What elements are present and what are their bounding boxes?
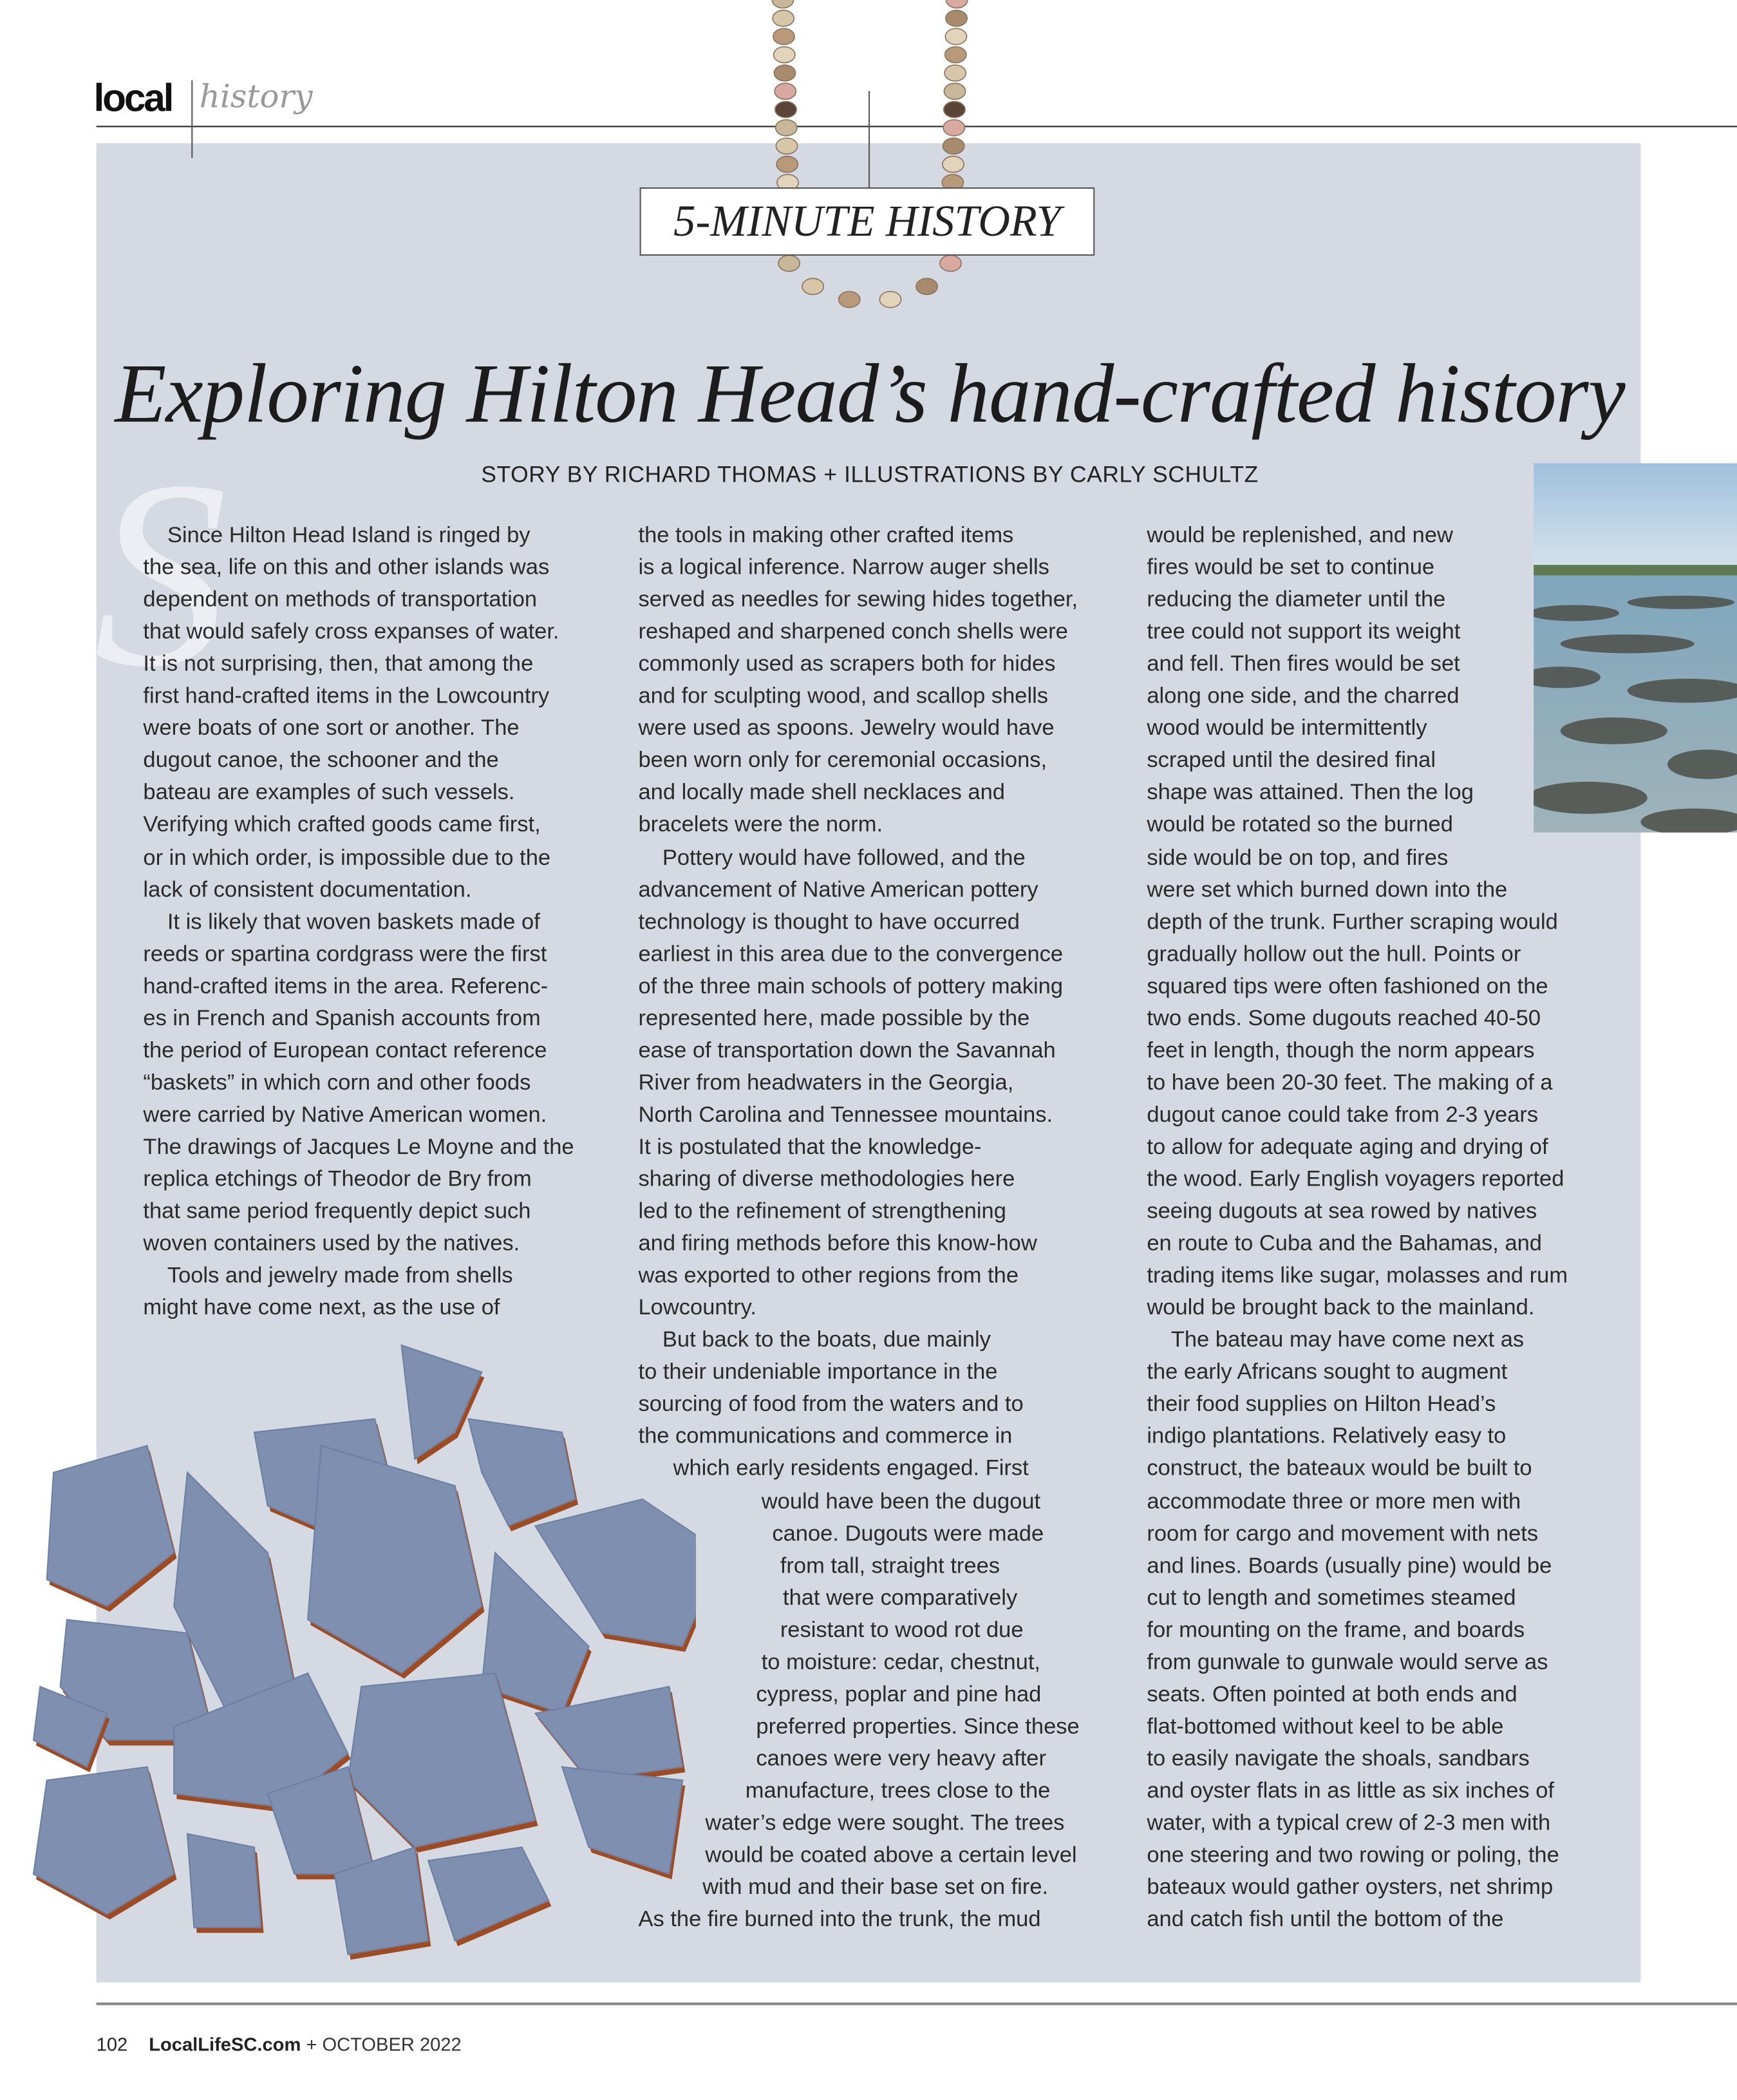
article-text-line: the communications and commerce in: [638, 1423, 1013, 1449]
article-text-line: first hand-crafted items in the Lowcountry: [143, 683, 550, 709]
shell-bead: [772, 0, 793, 8]
footer-site: LocalLifeSC.com: [149, 2033, 301, 2055]
shell-bead: [916, 278, 937, 294]
article-text-line: earliest in this area due to the convergence: [638, 940, 1064, 967]
article-text-line: with mud and their base set on fire.: [702, 1874, 1049, 1900]
article-text-line: would be brought back to the mainland.: [1147, 1294, 1535, 1320]
shell-bead: [773, 10, 794, 26]
article-text-line: The drawings of Jacques Le Moyne and the: [143, 1133, 574, 1159]
article-text-line: was exported to other regions from the: [638, 1262, 1019, 1288]
article-text-line: reeds or spartina cordgrass were the first: [143, 940, 547, 967]
article-text-line: dugout canoe, the schooner and the: [143, 747, 499, 773]
article-text-line: would be coated above a certain level: [705, 1842, 1077, 1868]
article-text-line: that were comparatively: [782, 1584, 1018, 1610]
article-text-line: water’s edge were sought. The trees: [705, 1810, 1065, 1835]
shell-bead: [945, 28, 966, 44]
article-text-line: commonly used as scrapers both for hides: [638, 650, 1056, 677]
article-text-line: is a logical inference. Narrow auger shells: [638, 554, 1049, 580]
article-text-line: es in French and Spanish accounts from: [143, 1005, 541, 1031]
article-text-line: seeing dugouts at sea rowed by natives: [1147, 1198, 1537, 1224]
article-text-line: served as needles for sewing hides together,: [638, 586, 1078, 612]
article-text-line: water, with a typical crew of 2-3 men with: [1147, 1810, 1551, 1835]
article-text-line: room for cargo and movement with nets: [1147, 1520, 1539, 1546]
shell-bead: [774, 47, 795, 63]
article-text-line: Pottery would have followed, and the: [662, 844, 1026, 870]
article-text-line: to allow for adequate aging and drying of: [1147, 1133, 1548, 1159]
article-text-line: or in which order, is impossible due to the: [143, 844, 551, 870]
article-text-line: gradually hollow out the hull. Points or: [1147, 940, 1521, 967]
article-text-line: resistant to wood rot due: [780, 1616, 1024, 1642]
shell-bead: [944, 65, 966, 81]
shell-bead: [802, 278, 823, 294]
article-text-line: lack of consistent documentation.: [143, 876, 472, 902]
article-text-line: It is likely that woven baskets made of: [167, 908, 540, 934]
article-text-line: seats. Often pointed at both ends and: [1147, 1681, 1517, 1707]
article-text-line: en route to Cuba and the Bahamas, and: [1147, 1230, 1543, 1256]
article-text-line: “baskets” in which corn and other foods: [143, 1069, 531, 1095]
shell-bead: [839, 292, 860, 308]
article-text-line: were boats of one sort or another. The: [143, 715, 520, 741]
article-text-line: and oyster flats in as little as six inches of: [1147, 1777, 1555, 1803]
article-text-line: It is not surprising, then, that among the: [143, 650, 534, 677]
shell-bead: [944, 102, 965, 118]
article-text-line: and fell. Then fires would be set: [1147, 650, 1460, 677]
article-text-line: As the fire burned into the trunk, the mud: [638, 1906, 1041, 1932]
shell-bead: [943, 156, 964, 173]
divider: [191, 80, 192, 158]
article-text-line: River from headwaters in the Georgia,: [638, 1069, 1014, 1095]
footer-issue: + OCTOBER 2022: [306, 2033, 462, 2055]
article-text-line: from tall, straight trees: [780, 1552, 1000, 1578]
article-text-line: ease of transportation down the Savannah: [638, 1037, 1056, 1063]
article-text-line: hand-crafted items in the area. Referenc-: [143, 972, 549, 998]
article-text-line: to easily navigate the shoals, sandbars: [1147, 1745, 1530, 1771]
article-text-line: sharing of diverse methodologies here: [638, 1166, 1015, 1191]
article-text-line: trading items like sugar, molasses and rum: [1147, 1262, 1568, 1288]
article-text-line: the period of European contact reference: [143, 1037, 547, 1063]
article-text-line: that same period frequently depict such: [143, 1198, 531, 1224]
article-text-line: led to the refinement of strengthening: [638, 1198, 1006, 1224]
page-number: 102: [96, 2033, 128, 2055]
drop-cap: S: [93, 427, 228, 723]
article-text-line: bateaux would gather oysters, net shrimp: [1147, 1874, 1554, 1900]
article-text-line: scraped until the desired final: [1147, 747, 1436, 773]
article-text-line: two ends. Some dugouts reached 40-50: [1147, 1005, 1541, 1031]
article-text-line: along one side, and the charred: [1147, 683, 1460, 709]
article-text-line: and lines. Boards (usually pine) would be: [1147, 1552, 1552, 1578]
article-text-line: were carried by Native American women.: [143, 1101, 547, 1127]
article-text-line: dependent on methods of transportation: [143, 586, 538, 612]
article-text-line: But back to the boats, due mainly: [662, 1327, 991, 1352]
shell-bead: [775, 102, 796, 118]
article-text-line: Since Hilton Head Island is ringed by: [167, 522, 530, 548]
article-text-line: canoe. Dugouts were made: [772, 1520, 1044, 1546]
article-text-line: that would safely cross expanses of water.: [143, 618, 559, 645]
article-text-line: the wood. Early English voyagers reported: [1147, 1166, 1564, 1191]
article-text-line: reshaped and sharpened conch shells were: [638, 618, 1068, 645]
article-text-line: from gunwale to gunwale would serve as: [1147, 1649, 1548, 1674]
article-text-line: shape was attained. Then the log: [1147, 779, 1474, 806]
pottery-shard: [47, 1446, 174, 1606]
shell-bead: [940, 255, 961, 271]
page-footer: [97, 2033, 462, 2054]
pottery-shards-illustration: [27, 1339, 696, 1982]
article-text-line: Tools and jewelry made from shells: [167, 1262, 513, 1288]
article-text-line: squared tips were often fashioned on the: [1147, 972, 1548, 998]
article-text-line: flat-bottomed without keel to be able: [1147, 1713, 1504, 1739]
article-text-line: Lowcountry.: [638, 1294, 756, 1320]
article-text-line: fires would be set to continue: [1147, 554, 1435, 580]
article-text-line: woven containers used by the natives.: [143, 1230, 520, 1256]
pottery-shard: [308, 1446, 482, 1673]
article-text-line: of the three main schools of pottery making: [638, 972, 1064, 998]
article-text-line: were used as spoons. Jewelry would have: [638, 715, 1055, 741]
article-text-line: to have been 20-30 feet. The making of a: [1147, 1069, 1553, 1095]
article-text-line: North Carolina and Tennessee mountains.: [638, 1101, 1053, 1127]
article-text-line: indigo plantations. Relatively easy to: [1147, 1423, 1507, 1449]
article-text-line: and for sculpting wood, and scallop shells: [638, 683, 1049, 709]
section-brand: local: [93, 77, 173, 121]
article-text-line: accommodate three or more men with: [1147, 1488, 1521, 1513]
article-text-line: preferred properties. Since these: [756, 1713, 1080, 1739]
shell-bead: [943, 120, 964, 136]
article-text-line: would have been the dugout: [761, 1488, 1041, 1513]
article-text-line: one steering and two rowing or poling, the: [1147, 1842, 1559, 1868]
article-text-line: and locally made shell necklaces and: [638, 779, 1005, 806]
shell-bead: [775, 83, 796, 99]
headline: Exploring Hilton Head’s hand-crafted history: [115, 346, 1625, 440]
article-text-line: been worn only for ceremonial occasions,: [638, 747, 1047, 773]
article-text-line: side would be on top, and fires: [1147, 844, 1449, 870]
shell-bead: [943, 138, 964, 154]
article-text-line: cypress, poplar and pine had: [756, 1681, 1042, 1707]
article-text-line: technology is thought to have occurred: [638, 908, 1020, 934]
shell-bead: [946, 10, 967, 26]
article-text-line: bracelets were the norm.: [638, 811, 883, 838]
article-text-line: replica etchings of Theodor de Bry from: [143, 1166, 532, 1191]
article-text-line: to their undeniable importance in the: [638, 1359, 998, 1385]
pottery-shard: [562, 1767, 682, 1874]
article-text-line: for mounting on the frame, and boards: [1147, 1616, 1525, 1642]
article-text-line: their food supplies on Hilton Head’s: [1147, 1391, 1496, 1417]
shell-bead: [776, 120, 797, 136]
article-text-line: were set which burned down into the: [1147, 876, 1508, 902]
article-text-line: bateau are examples of such vessels.: [143, 779, 515, 806]
article-text-line: tree could not support its weight: [1147, 618, 1461, 645]
article-text-line: which early residents engaged. First: [673, 1455, 1029, 1481]
article-text-line: dugout canoe could take from 2-3 years: [1147, 1101, 1539, 1127]
byline: STORY BY RICHARD THOMAS + ILLUSTRATIONS BY CARLY SCHULTZ: [481, 462, 1259, 487]
article-text-line: the tools in making other crafted items: [638, 522, 1014, 548]
shell-bead: [946, 0, 968, 8]
article-text-line: feet in length, though the norm appears: [1147, 1037, 1535, 1063]
article-text-line: wood would be intermittently: [1147, 715, 1427, 741]
shell-bead: [879, 292, 901, 308]
article-text-line: to moisture: cedar, chestnut,: [761, 1649, 1041, 1674]
section-category: history: [199, 77, 313, 115]
article-text-line: represented here, made possible by the: [638, 1005, 1030, 1031]
shell-necklace-illustration: [749, 0, 990, 335]
pottery-shard: [428, 1847, 549, 1941]
pottery-shard: [187, 1834, 261, 1928]
article-text-line: the early Africans sought to augment: [1147, 1359, 1508, 1385]
article-text-line: might have come next, as the use of: [143, 1294, 500, 1320]
article-text-line: reducing the diameter until the: [1147, 586, 1446, 612]
footer-rule: [97, 2003, 1737, 2005]
article-text-line: would be replenished, and new: [1147, 522, 1453, 548]
article-text-line: It is postulated that the knowledge-: [638, 1133, 982, 1159]
article-text-line: and firing methods before this know-how: [638, 1230, 1037, 1256]
article-text-line: depth of the trunk. Further scraping would: [1147, 908, 1558, 934]
article-text-line: Verifying which crafted goods came first,: [143, 811, 541, 838]
article-text-line: advancement of Native American pottery: [638, 876, 1038, 902]
kicker-box: 5-MINUTE HISTORY: [640, 187, 1095, 256]
shell-bead: [776, 156, 798, 173]
article-text-line: and catch fish until the bottom of the: [1147, 1906, 1504, 1932]
shell-bead: [776, 138, 797, 154]
article-text-line: would be rotated so the burned: [1147, 811, 1453, 838]
article-text-line: construct, the bateaux would be built to: [1147, 1455, 1532, 1481]
shell-bead: [945, 47, 966, 63]
marsh-oyster-flats-photo: [1534, 463, 1737, 833]
article-text-line: cut to length and sometimes steamed: [1147, 1584, 1516, 1610]
article-text-line: sourcing of food from the waters and to: [638, 1391, 1024, 1417]
article-text-line: manufacture, trees close to the: [745, 1777, 1051, 1803]
shell-bead: [773, 28, 794, 44]
shell-bead: [774, 65, 795, 81]
article-text-line: the sea, life on this and other islands was: [143, 554, 550, 580]
article-text-line: The bateau may have come next as: [1170, 1327, 1525, 1352]
shell-bead: [944, 83, 965, 99]
shell-bead: [778, 255, 800, 271]
article-text-line: canoes were very heavy after: [756, 1745, 1046, 1771]
